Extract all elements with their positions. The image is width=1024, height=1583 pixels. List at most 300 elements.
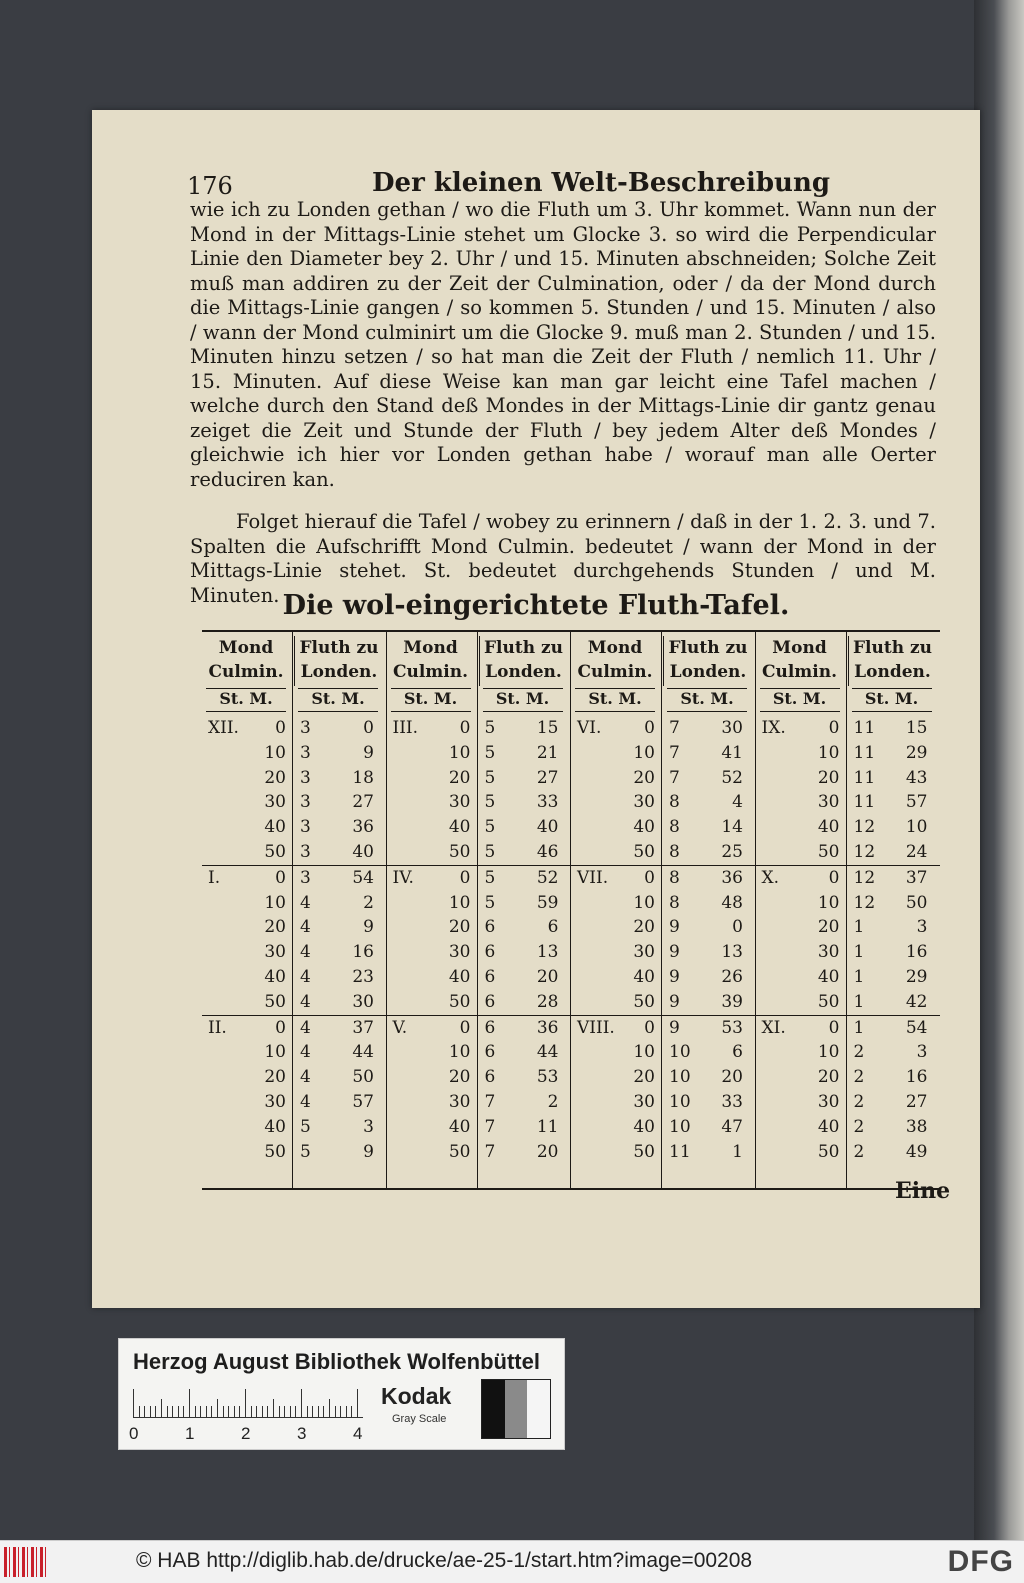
cell-tide-minute: 15 [905,718,928,738]
cell-culmin-minute: 20 [264,767,286,788]
cell-tide-hour: 3 [300,841,311,862]
cell-culmin-minute: 10 [633,742,655,763]
cell-culmin-minute: 40 [448,966,471,987]
table-row [387,1115,571,1140]
cell-tide-hour: 7 [484,1091,496,1112]
book-page [92,110,980,1308]
table-row [756,840,941,865]
cell-tide-minute: 53 [721,1017,743,1038]
ruler-number: 0 [129,1424,139,1443]
table-row [202,990,386,1015]
table-row [387,790,571,815]
cell-culmin-minute: 0 [644,867,655,888]
cell-tide-hour: 3 [300,817,311,838]
cell-culmin-minute: 50 [448,991,471,1012]
cell-culmin-minute: 10 [817,742,840,763]
cell-tide-minute: 57 [352,1091,374,1112]
cell-culmin-minute: 40 [633,1116,655,1137]
cell-culmin-minute: 30 [264,942,286,963]
cell-tide-hour: 6 [484,966,496,987]
scale-ruler [133,1387,363,1418]
running-title: Der kleinen Welt-Beschreibung [372,168,831,198]
table-row [202,1090,386,1115]
table-row [571,790,755,815]
units-mond: St. M. [391,688,471,712]
units-mond: St. M. [760,688,840,712]
cell-tide-hour: 6 [484,1042,496,1063]
cell-culmin-hour: VII. [577,867,609,888]
cell-culmin-minute: 10 [448,742,471,763]
ruler-tick [267,1406,268,1417]
cell-culmin-minute: 10 [817,892,840,913]
cell-tide-hour: 1 [853,966,865,987]
cell-tide-hour: 10 [669,1116,691,1137]
table-row [571,865,755,891]
cell-culmin-minute: 30 [633,942,655,963]
cell-tide-hour: 9 [669,991,680,1012]
cell-tide-minute: 26 [721,966,743,987]
table-row [387,1015,571,1041]
table-row [571,741,755,766]
cell-tide-hour: 6 [484,1067,496,1088]
cell-tide-minute: 0 [732,917,743,938]
cell-culmin-minute: 20 [633,917,655,938]
ruler-tick [144,1406,145,1417]
cell-culmin-minute: 30 [448,792,471,813]
cell-tide-hour: 1 [853,1017,865,1038]
ruler-tick [195,1406,196,1417]
ruler-number: 1 [185,1424,195,1443]
table-row [387,940,571,965]
cell-tide-hour: 2 [853,1067,865,1088]
cell-tide-hour: 7 [669,718,680,738]
cell-tide-minute: 42 [905,991,928,1012]
cell-culmin-minute: 40 [264,817,286,838]
table-row [387,766,571,791]
table-row [202,965,386,990]
ruler-tick [346,1406,347,1417]
cell-tide-hour: 2 [853,1116,865,1137]
cell-tide-hour: 8 [669,892,680,913]
cell-culmin-minute: 20 [817,767,840,788]
units-mond: St. M. [206,688,286,712]
cell-tide-minute: 24 [905,841,928,862]
cell-tide-hour: 5 [484,742,496,763]
cell-culmin-minute: 50 [264,841,286,862]
ruler-tick [228,1406,229,1417]
cell-tide-minute: 14 [721,817,743,838]
paragraph-2: Folget hierauf die Tafel / wobey zu erinnern / daß in der 1. 2. 3. und 7. Spalten die Aufschrifft Mond Culmin. bedeutet / wann der Mond in der Mittags-Linie stehet. St. bedeutet durchgehends Stunden / und M. Minuten. [190,510,936,607]
cell-tide-hour: 4 [300,966,311,987]
cell-tide-hour: 5 [300,1116,311,1137]
table-row [571,990,755,1015]
table-row [571,1115,755,1140]
cell-tide-hour: 2 [853,1042,865,1063]
cell-tide-minute: 9 [363,1141,374,1162]
ruler-number: 3 [297,1424,307,1443]
cell-tide-hour: 4 [300,1017,311,1038]
cell-tide-hour: 8 [669,817,680,838]
cell-tide-hour: 11 [853,718,876,738]
table-row [202,1015,386,1041]
cell-tide-hour: 7 [669,742,680,763]
kodak-logo: Kodak [381,1383,452,1409]
cell-culmin-minute: 50 [817,841,840,862]
cell-culmin-hour: VI. [577,718,602,738]
cell-tide-minute: 36 [352,817,374,838]
cell-tide-hour: 5 [484,792,496,813]
cell-culmin-minute: 0 [275,718,286,738]
cell-culmin-minute: 0 [459,718,471,738]
cell-tide-minute: 6 [547,917,559,938]
header-mond-culmin: Mond Culmin. [577,638,653,682]
table-row [571,840,755,865]
cell-culmin-hour: I. [208,867,221,888]
cell-culmin-minute: 30 [633,792,655,813]
cell-tide-minute: 3 [916,1042,928,1063]
cell-tide-hour: 12 [853,841,876,862]
table-row [756,915,941,940]
cell-tide-hour: 11 [853,792,876,813]
table-row [387,741,571,766]
table-rows [202,716,386,1164]
table-row [571,940,755,965]
library-label-card [118,1338,565,1450]
cell-tide-minute: 50 [905,892,928,913]
table-row [387,840,571,865]
cell-culmin-minute: 30 [264,1091,286,1112]
cell-tide-minute: 2 [363,892,374,913]
cell-tide-minute: 25 [721,841,743,862]
cell-tide-minute: 33 [721,1091,743,1112]
cell-tide-minute: 23 [352,966,374,987]
cell-tide-minute: 54 [352,867,374,888]
cell-tide-hour: 7 [669,767,680,788]
ruler-tick [150,1406,151,1417]
cell-tide-minute: 30 [352,991,374,1012]
footer-bar [0,1540,1024,1583]
table-column-group [202,632,387,1188]
cell-culmin-minute: 0 [459,1017,471,1038]
cell-tide-minute: 16 [352,942,374,963]
paragraph-1: wie ich zu Londen gethan / wo die Fluth um 3. Uhr kommet. Wann nun der Mond in der Mittags-Linie stehet um Glocke 3. so wird die Perpendicular Linie den Diameter bey 2. Uhr / und 15. Minuten abschneiden; Solche Zeit muß man addiren zu der Zeit der Culmination, oder / da der Mond durch die Mittags-Linie gangen / so kommen 5. Stunden / und 15. Minuten / also / wann der Mond culminirt um die Glocke 9. muß man 2. Stunden / und 15. Minuten hinzu setzen / so hat man die Zeit der Fluth / nemlich 11. Uhr / 15. Minuten. Auf diese Weise kan man gar leicht eine Tafel machen / welche durch den Stand deß Mondes in der Mittags-Linie dir gantz genau zeiget die Zeit und Stunde der Fluth / bey jedem Alter deß Mondes / gleichwie ich hier vor Londen gethan habe / worauf man alle Oerter reduciren kan. [190,198,936,491]
ruler-tick [335,1406,336,1417]
table-row [571,716,755,741]
cell-tide-minute: 3 [363,1116,374,1137]
table-row [756,1040,941,1065]
units-fluth: St. M. [852,688,932,712]
cell-tide-hour: 10 [669,1091,691,1112]
cell-tide-hour: 11 [853,767,876,788]
cell-culmin-minute: 20 [264,1067,286,1088]
table-row [756,790,941,815]
cell-tide-hour: 7 [484,1116,496,1137]
cell-tide-minute: 9 [363,917,374,938]
cell-tide-minute: 39 [721,991,743,1012]
cell-tide-hour: 12 [853,817,876,838]
table-row [387,815,571,840]
cell-tide-hour: 9 [669,966,680,987]
table-row [756,1140,941,1165]
cell-tide-minute: 13 [721,942,743,963]
cell-tide-minute: 53 [536,1067,559,1088]
table-row [571,1140,755,1165]
cell-culmin-hour: XII. [208,718,239,738]
cell-tide-minute: 27 [352,792,374,813]
cell-tide-hour: 6 [484,1017,496,1038]
cell-tide-hour: 3 [300,718,311,738]
cell-tide-minute: 50 [352,1067,374,1088]
cell-culmin-hour: XI. [761,1017,786,1038]
table-row [202,1140,386,1165]
cell-culmin-minute: 0 [644,718,655,738]
cell-culmin-hour: V. [392,1017,408,1038]
cell-tide-hour: 11 [853,742,876,763]
cell-tide-hour: 2 [853,1141,865,1162]
table-row [756,1015,941,1041]
cell-culmin-minute: 50 [633,841,655,862]
cell-culmin-minute: 40 [264,966,286,987]
cell-tide-minute: 27 [536,767,559,788]
cell-tide-hour: 12 [853,892,876,913]
cell-tide-hour: 9 [669,942,680,963]
table-row [202,1065,386,1090]
ruler-tick [323,1406,324,1417]
ruler-tick [307,1406,308,1417]
cell-tide-minute: 18 [352,767,374,788]
cell-culmin-minute: 0 [275,867,286,888]
table-row [756,1090,941,1115]
cell-culmin-minute: 10 [448,892,471,913]
cell-culmin-minute: 50 [817,1141,840,1162]
cell-culmin-minute: 50 [264,991,286,1012]
cell-culmin-minute: 10 [817,1042,840,1063]
cell-culmin-hour: II. [208,1017,227,1038]
header-mond-culmin: Mond Culmin. [392,638,469,682]
table-row [756,1115,941,1140]
table-row [202,1040,386,1065]
table-row [756,815,941,840]
cell-tide-hour: 3 [300,742,311,763]
cell-tide-hour: 5 [484,817,496,838]
cell-tide-minute: 37 [352,1017,374,1038]
ruler-tick [340,1406,341,1417]
cell-tide-hour: 3 [300,767,311,788]
ruler-tick [155,1406,156,1417]
ruler-tick [183,1406,184,1417]
ruler-tick [312,1406,313,1417]
cell-tide-minute: 16 [905,1067,928,1088]
cell-tide-hour: 4 [300,991,311,1012]
table-rows [571,716,755,1164]
cell-culmin-minute: 0 [828,1017,840,1038]
cell-culmin-minute: 40 [817,966,840,987]
cell-culmin-minute: 40 [633,817,655,838]
table-row [387,716,571,741]
cell-tide-minute: 59 [536,892,559,913]
table-row [387,990,571,1015]
table-row [571,815,755,840]
cell-culmin-minute: 50 [633,991,655,1012]
gray-swatch [505,1380,528,1438]
cell-tide-minute: 2 [547,1091,559,1112]
page-number: 176 [187,172,233,200]
cell-tide-minute: 3 [916,917,928,938]
gray-swatch [527,1380,550,1438]
cell-tide-hour: 5 [484,867,496,888]
cell-tide-minute: 9 [363,742,374,763]
ruler-tick [167,1406,168,1417]
table-row [202,840,386,865]
cell-culmin-minute: 50 [817,991,840,1012]
cell-tide-minute: 40 [352,841,374,862]
table-row [387,1065,571,1090]
cell-tide-hour: 1 [853,942,865,963]
header-mond-culmin: Mond Culmin. [761,638,838,682]
cell-culmin-minute: 50 [448,841,471,862]
ruler-tick [318,1406,319,1417]
cell-tide-hour: 2 [853,1091,865,1112]
cell-tide-minute: 43 [905,767,928,788]
tide-table [202,630,940,1190]
ruler-tick [251,1406,252,1417]
table-row [756,865,941,891]
ruler-tick [351,1406,352,1417]
cell-tide-hour: 10 [669,1067,691,1088]
cell-tide-minute: 0 [363,718,374,738]
cell-tide-hour: 9 [669,1017,680,1038]
header-fluth-londen: Fluth zu Londen. [294,636,383,686]
cell-tide-hour: 7 [484,1141,496,1162]
cell-culmin-minute: 20 [633,767,655,788]
ruler-tick [133,1389,134,1417]
cell-tide-hour: 4 [300,1067,311,1088]
cell-tide-minute: 29 [905,966,928,987]
table-row [387,1140,571,1165]
cell-tide-minute: 16 [905,942,928,963]
table-row [756,940,941,965]
ruler-tick [295,1406,296,1417]
cell-tide-hour: 4 [300,917,311,938]
cell-tide-hour: 6 [484,991,496,1012]
footer-credit-link[interactable]: © HAB http://diglib.hab.de/drucke/ae-25-1/start.htm?image=00208 [136,1549,753,1572]
cell-tide-minute: 29 [905,742,928,763]
cell-tide-hour: 3 [300,792,311,813]
cell-culmin-hour: IV. [392,867,414,888]
cell-culmin-minute: 30 [817,942,840,963]
cell-tide-minute: 37 [905,867,928,888]
ruler-number: 4 [353,1424,363,1443]
ruler-tick [279,1406,280,1417]
cell-tide-minute: 15 [536,718,559,738]
cell-culmin-hour: IX. [761,718,786,738]
table-row [756,990,941,1015]
cell-tide-minute: 28 [536,991,559,1012]
cell-tide-hour: 6 [484,942,496,963]
cell-tide-minute: 57 [905,792,928,813]
cell-culmin-hour: III. [392,718,419,738]
dfg-logo: DFG [947,1545,1014,1578]
cell-tide-hour: 5 [484,718,496,738]
table-row [571,766,755,791]
cell-culmin-minute: 40 [633,966,655,987]
ruler-tick [206,1406,207,1417]
table-row [571,1015,755,1041]
header-fluth-londen: Fluth zu Londen. [663,636,752,686]
cell-culmin-minute: 0 [828,718,840,738]
ruler-tick [262,1406,263,1417]
cell-culmin-minute: 40 [817,817,840,838]
table-row [387,965,571,990]
table-column-group [387,632,572,1188]
table-row [202,891,386,916]
cell-culmin-minute: 40 [448,1116,471,1137]
cell-tide-hour: 8 [669,841,680,862]
cell-tide-minute: 20 [536,966,559,987]
cell-tide-minute: 20 [721,1067,743,1088]
cell-culmin-minute: 20 [448,767,471,788]
cell-tide-minute: 21 [536,742,559,763]
cell-tide-hour: 3 [300,867,311,888]
cell-tide-hour: 1 [853,917,865,938]
cell-culmin-minute: 0 [275,1017,286,1038]
cell-tide-hour: 4 [300,942,311,963]
cell-culmin-minute: 50 [448,1141,471,1162]
cell-tide-hour: 5 [484,767,496,788]
cell-culmin-minute: 30 [633,1091,655,1112]
table-column-group [571,632,756,1188]
page-header [187,168,887,202]
cell-culmin-minute: 0 [459,867,471,888]
cell-tide-hour: 5 [300,1141,311,1162]
cell-tide-minute: 48 [721,892,743,913]
table-row [387,891,571,916]
cell-tide-minute: 46 [536,841,559,862]
table-row [202,815,386,840]
ruler-tick [211,1406,212,1417]
ruler-tick [245,1389,246,1417]
cell-culmin-minute: 30 [448,942,471,963]
cell-tide-hour: 4 [300,1042,311,1063]
cell-culmin-minute: 10 [448,1042,471,1063]
table-row [202,790,386,815]
cell-culmin-minute: 20 [817,1067,840,1088]
ruler-tick [161,1399,162,1417]
cell-tide-minute: 54 [905,1017,928,1038]
table-row [571,891,755,916]
cell-tide-minute: 44 [536,1042,559,1063]
cell-tide-hour: 5 [484,892,496,913]
cell-culmin-minute: 50 [264,1141,286,1162]
ruler-tick [256,1406,257,1417]
table-column-group [756,632,941,1188]
table-row [202,865,386,891]
gray-swatch [482,1380,505,1438]
cell-culmin-minute: 10 [264,892,286,913]
scan-background-edge [974,0,1024,1540]
header-mond-culmin: Mond Culmin. [208,638,284,682]
cell-tide-hour: 4 [300,892,311,913]
cell-tide-hour: 9 [669,917,680,938]
cell-tide-minute: 47 [721,1116,743,1137]
cell-culmin-minute: 30 [448,1091,471,1112]
cell-tide-minute: 33 [536,792,559,813]
cell-culmin-hour: X. [761,867,780,888]
table-row [756,965,941,990]
ruler-tick [290,1406,291,1417]
cell-culmin-minute: 30 [817,1091,840,1112]
cell-tide-minute: 52 [536,867,559,888]
